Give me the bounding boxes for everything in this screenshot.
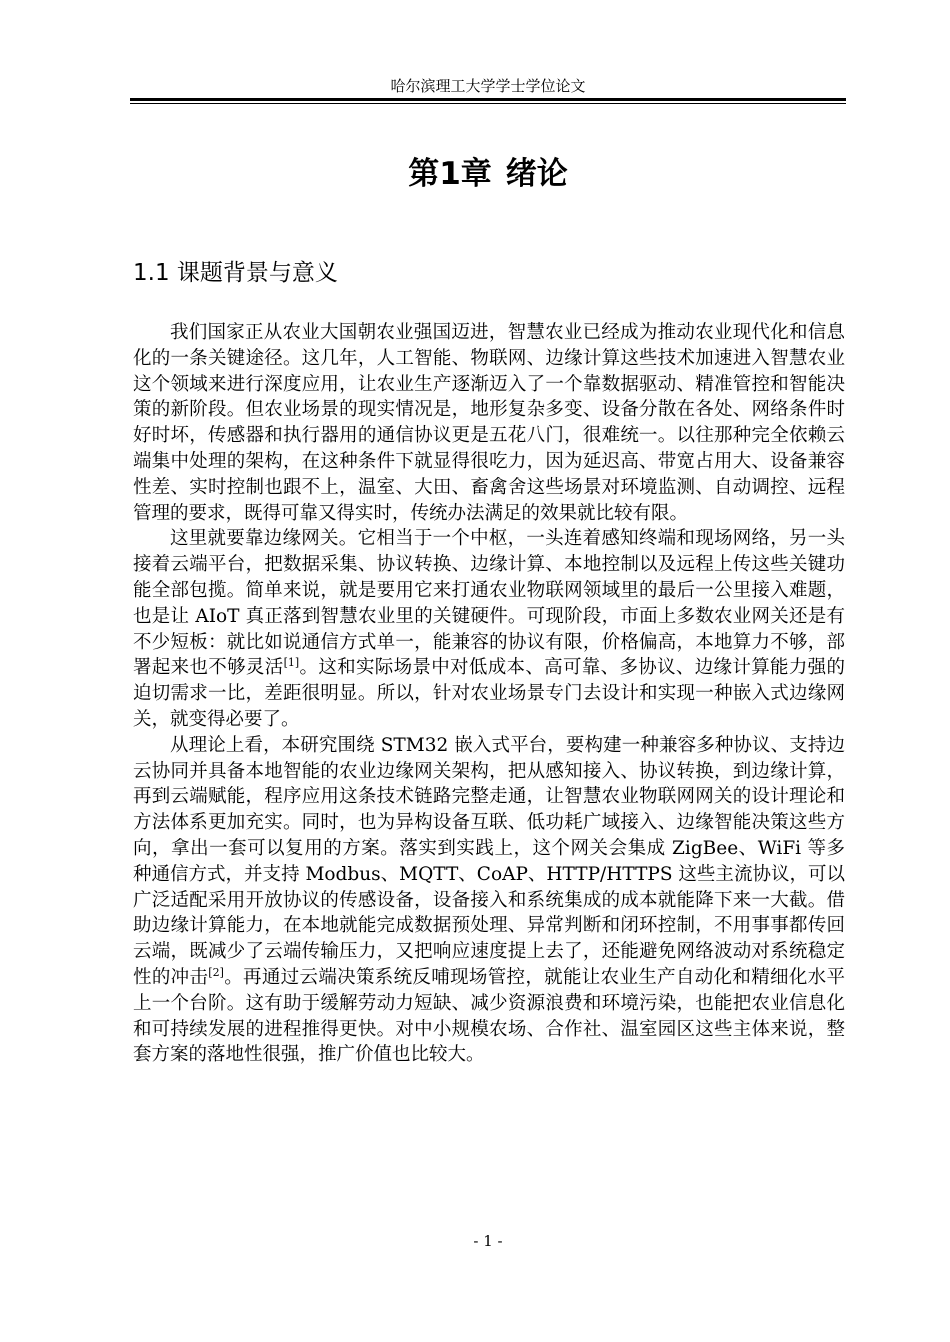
body-text	[133, 320, 845, 1068]
running-header: 哈尔滨理工大学学士学位论文	[390, 77, 586, 95]
chapter-name: 绪论	[505, 156, 568, 192]
citation-1[interactable]: [1]	[283, 656, 300, 670]
paragraph-3	[133, 733, 845, 1068]
paragraph-2-text: 这里就要靠边缘网关。它相当于一个中枢，一头连着感知终端和现场网络，另一头接着云端平台，把数据采集、协议转换、边缘计算、本地控制以及远程上传这些关键功能全部包揽。简单来说，就是要用它来打通农业物联网领域里的最后一公里接入难题，也是让 AIoT 真正落到智慧农业里的关键硬件。可现阶段，市面上多数农业网关还是有不少短板：就比如说通信方式单一，能兼容的协议有限，价格偏高，本地算力不够，部署起来也不够灵活	[133, 528, 845, 679]
chapter-title	[130, 152, 846, 196]
paragraph-1	[133, 320, 845, 526]
chapter-number: 第1章	[408, 156, 492, 192]
paragraph-3-text: 从理论上看，本研究围绕 STM32 嵌入式平台，要构建一种兼容多种协议、支持边云协同并具备本地智能的农业边缘网关架构，把从感知接入、协议转换，到边缘计算，再到云端赋能，程序应用这条技术链路完整走通，让智慧农业物联网网关的设计理论和方法体系更加充实。同时，也为异构设备互联、低功耗广域接入、边缘智能决策这些方向，拿出一套可以复用的方案。落实到实践上，这个网关会集成 ZigBee、WiFi 等多种通信方式，并支持 Modbus、MQTT、CoAP、HTTP/HTTPS 这些主流协议，可以广泛适配采用开放协议的传感设备，设备接入和系统集成的成本就能降下来一大截。借助边缘计算能力，在本地就能完成数据预处理、异常判断和闭环控制，不用事事都传回云端，既减少了云端传输压力，又把响应速度提上去了，还能避免网络波动对系统稳定性的冲击	[133, 734, 845, 988]
paragraph-3-text-cont: 。再通过云端决策系统反哺现场管控，就能让农业生产自动化和精细化水平上一个台阶。这有助于缓解劳动力短缺、减少资源浪费和环境污染，也能把农业信息化和可持续发展的进程推得更快。对中小规模农场、合作社、温室园区这些主体来说，整套方案的落地性很强，推广价值也比较大。	[133, 966, 845, 1066]
paragraph-2	[133, 526, 845, 732]
citation-2[interactable]: [2]	[208, 965, 224, 979]
header-rule-thin	[130, 103, 846, 104]
header-rule-thick	[130, 98, 846, 101]
page-number: - 1 -	[473, 1232, 503, 1250]
paragraph-1-text: 我们国家正从农业大国朝农业强国迈进，智慧农业已经成为推动农业现代化和信息化的一条关键途径。这几年，人工智能、物联网、边缘计算这些技术加速进入智慧农业这个领域来进行深度应用，让农业生产逐渐迈入了一个靠数据驱动、精准管控和智能决策的新阶段。但农业场景的现实情况是，地形复杂多变、设备分散在各处、网络条件时好时坏，传感器和执行器用的通信协议更是五花八门，很难统一。以往那种完全依赖云端集中处理的架构，在这种条件下就显得很吃力，因为延迟高、带宽占用大、设备兼容性差、实时控制也跟不上，温室、大田、畜禽舍这些场景对环境监测、自动调控、远程管理的要求，既得可靠又得实时，传统办法满足的效果就比较有限。	[133, 322, 845, 524]
section-title: 1.1 课题背景与意义	[133, 260, 338, 286]
paragraph-2-text-cont: 。这和实际场景中对低成本、高可靠、多协议、边缘计算能力强的迫切需求一比，差距很明显。所以，针对农业场景专门去设计和实现一种嵌入式边缘网关，就变得必要了。	[133, 657, 845, 730]
